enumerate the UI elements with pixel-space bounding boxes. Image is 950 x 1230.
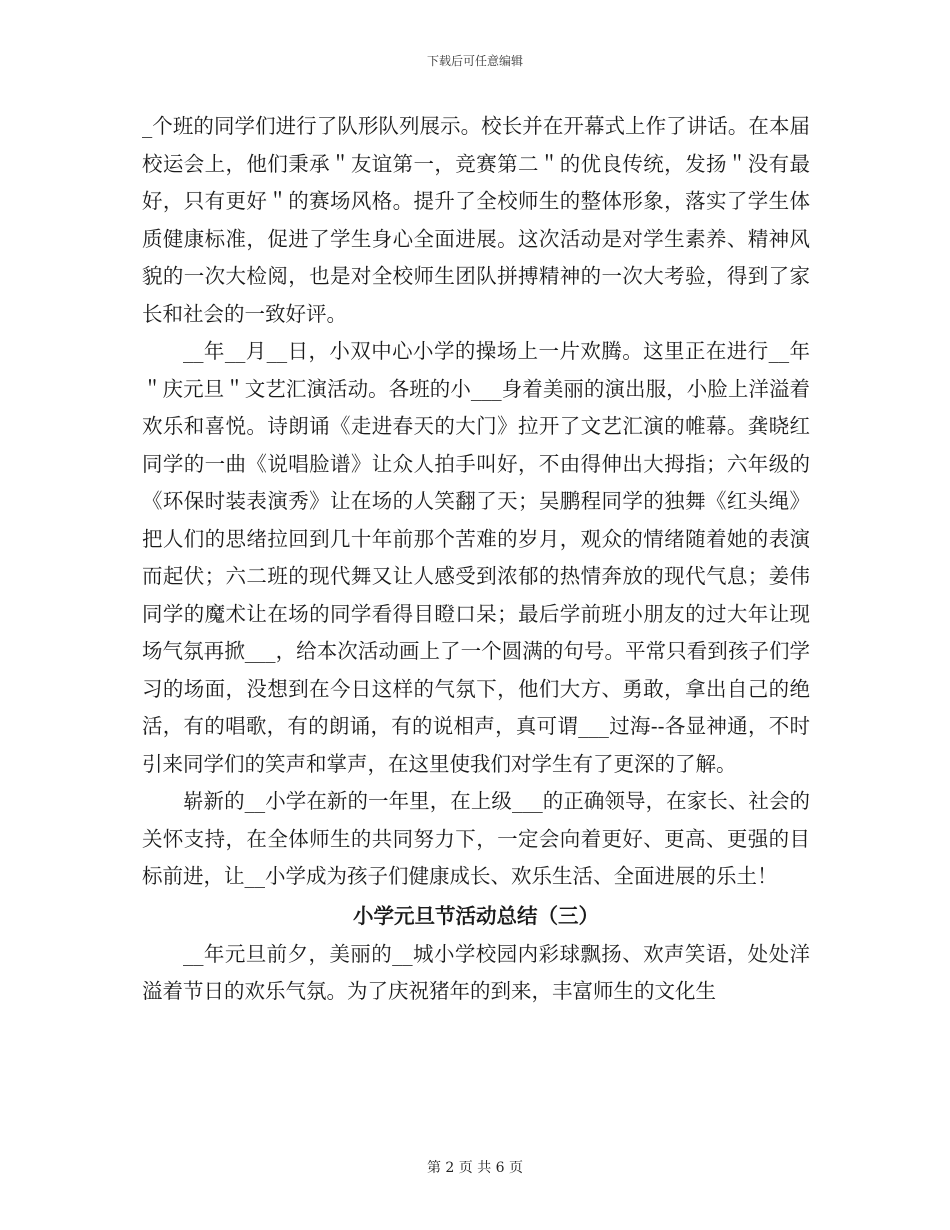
document-body [142, 108, 810, 1011]
paragraph-1: _个班的同学们进行了队形队列展示。校长并在开幕式上作了讲话。在本届校运会上，他们秉承＂友谊第一，竞赛第二＂的优良传统，发扬＂没有最好，只有更好＂的赛场风格。提升了全校师生的整体形象，落实了学生体质健康标准，促进了学生身心全面进展。这次活动是对学生素养、精神风貌的一次大检阅，也是对全校师生团队拼搏精神的一次大考验，得到了家长和社会的一致好评。 [142, 114, 810, 326]
paragraph-2: __年__月__日，小双中心小学的操场上一片欢腾。这里正在进行__年＂庆元旦＂文艺汇演活动。各班的小___身着美丽的演出服，小脸上洋溢着欢乐和喜悦。诗朗诵《走进春天的大门》拉开了文艺汇演的帷幕。龚晓红同学的一曲《说唱脸谱》让众人拍手叫好，不由得伸出大拇指；六年级的《环保时装表演秀》让在场的人笑翻了天；吴鹏程同学的独舞《红头绳》把人们的思绪拉回到几十年前那个苦难的岁月，观众的情绪随着她的表演而起伏；六二班的现代舞又让人感受到浓郁的热情奔放的现代气息；姜伟同学的魔术让在场的同学看得目瞪口呆；最后学前班小朋友的过大年让现场气氛再掀___，给本次活动画上了一个圆满的句号。平常只看到孩子们学习的场面，没想到在今日这样的气氛下，他们大方、勇敢，拿出自己的绝活，有的唱歌，有的朗诵，有的说相声，真可谓___过海--各显神通，不时引来同学们的笑声和掌声，在这里使我们对学生有了更深的了解。 [142, 339, 810, 776]
paragraph-3: 崭新的__小学在新的一年里，在上级___的正确领导，在家长、社会的关怀支持，在全体师生的共同努力下，一定会向着更好、更高、更强的目标前进，让__小学成为孩子们健康成长、欢乐生活、全面进展的乐土！ [142, 789, 810, 888]
page-number: 第 2 页 共 6 页 [426, 1160, 524, 1176]
paragraph-4: __年元旦前夕，美丽的__城小学校园内彩球飘扬、欢声笑语，处处洋溢着节日的欢乐气氛。为了庆祝猪年的到来，丰富师生的文化生 [142, 941, 810, 1003]
section-title: 小学元旦节活动总结（三） [353, 903, 599, 928]
page-header: 下载后可任意编辑 [426, 54, 523, 68]
